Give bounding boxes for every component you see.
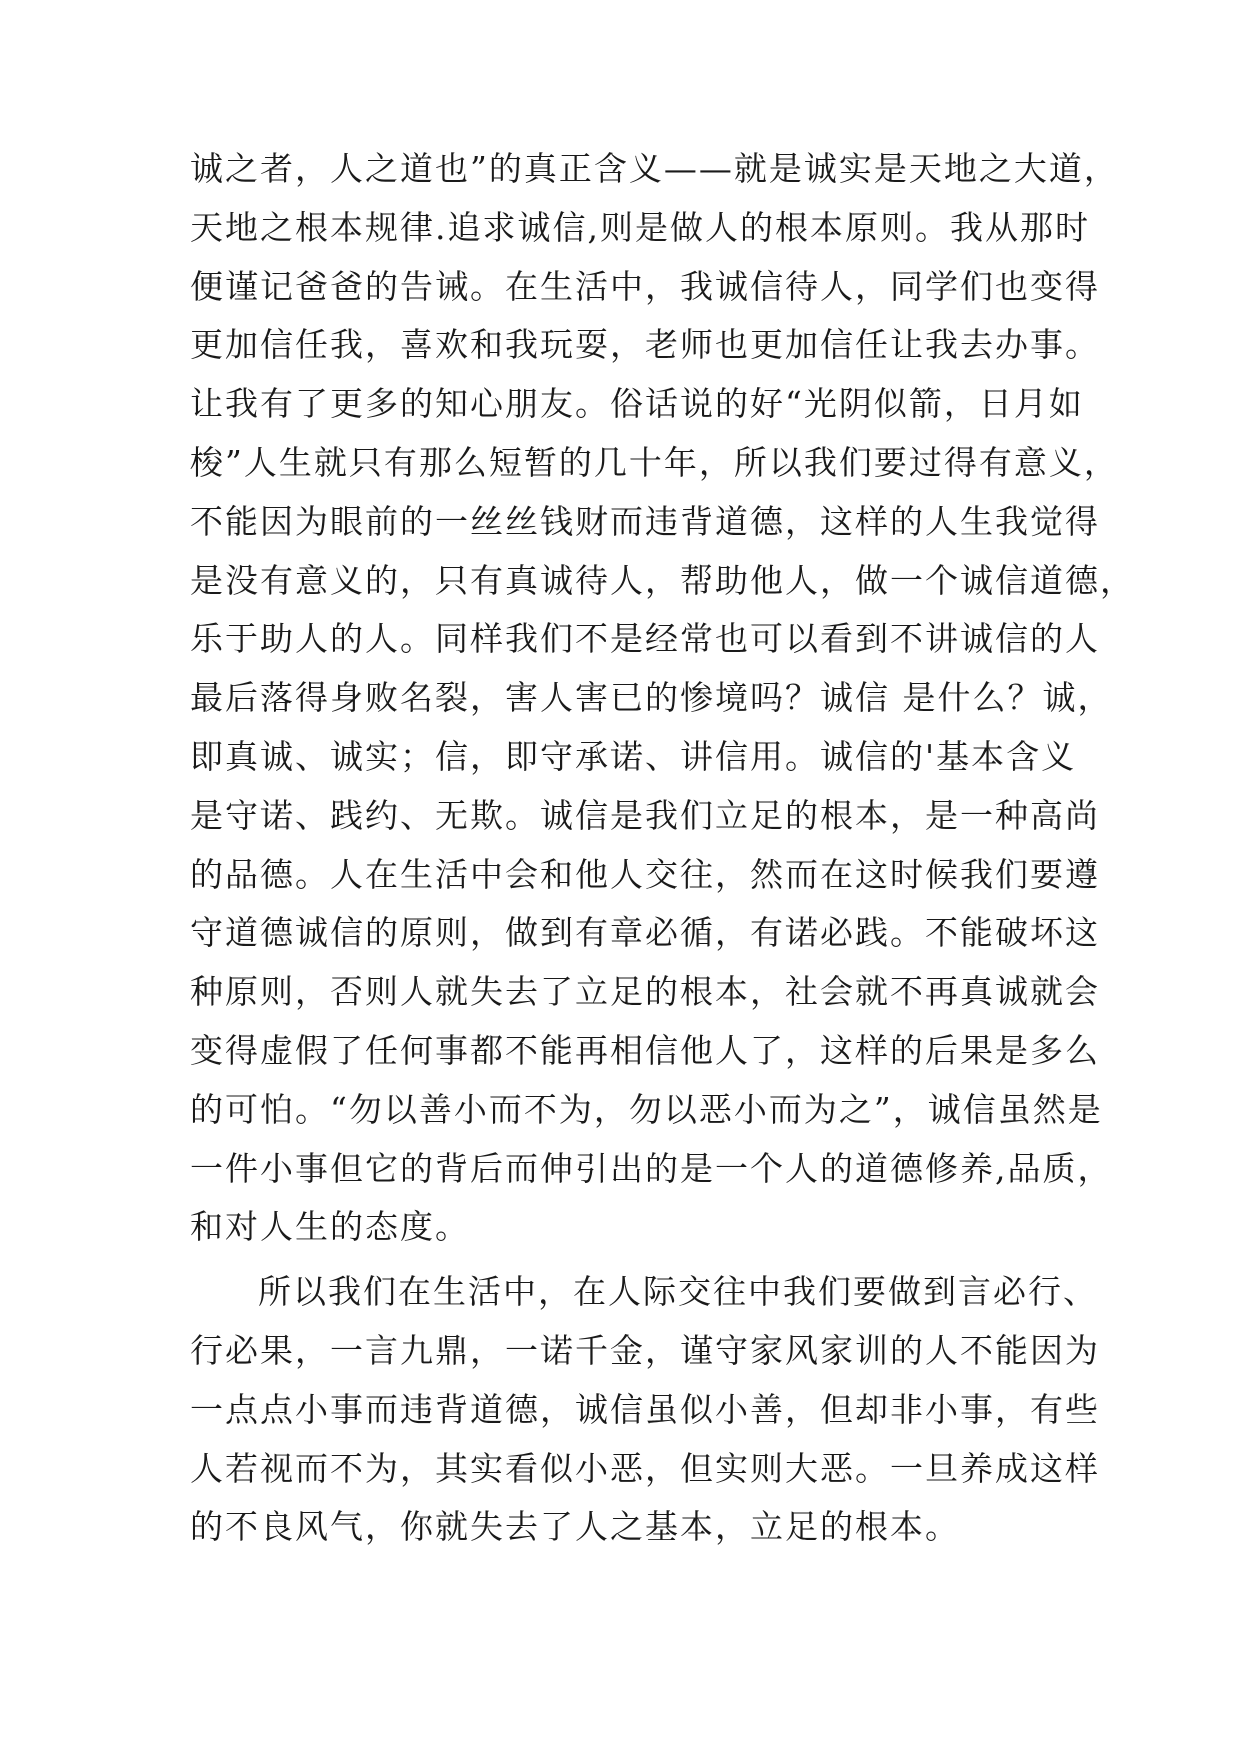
body-text [190,140,1135,1557]
text-line: 是守诺、践约、无欺。诚信是我们立足的根本，是一种高尚 [190,795,1100,835]
text-line: 的不良风气，你就失去了人之基本，立足的根本。 [190,1507,960,1547]
text-line: 所以我们在生活中，在人际交往中我们要做到言必行、 [258,1272,1098,1312]
text-line: 的品德。人在生活中会和他人交往，然而在这时候我们要遵 [190,854,1100,894]
text-line: 一点点小事而违背道德，诚信虽似小善，但却非小事，有些 [190,1389,1100,1429]
text-line: 让我有了更多的知心朋友。俗话说的好“光阴似箭，日月如 [190,384,1084,424]
text-line: 是没有意义的，只有真诚待人，帮助他人，做一个诚信道德， [190,560,1135,600]
paragraph-2 [190,1263,1100,1557]
text-line: 天地之根本规律.追求诚信,则是做人的根本原则。我从那时 [190,207,1090,247]
text-line: 守道德诚信的原则，做到有章必循，有诺必践。不能破坏这 [190,913,1100,953]
text-line: 梭”人生就只有那么短暂的几十年，所以我们要过得有意义， [190,442,1119,482]
text-line: 的可怕。“勿以善小而不为，勿以恶小而为之”，诚信虽然是 [190,1089,1103,1129]
text-line: 人若视而不为，其实看似小恶，但实则大恶。一旦养成这样 [190,1448,1100,1488]
text-line: 诚之者，人之道也”的真正含义——就是诚实是天地之大道， [190,149,1119,188]
text-line: 即真诚、诚实；信，即守承诺、讲信用。诚信的'基本含义 [190,736,1077,776]
text-line: 乐于助人的人。同样我们不是经常也可以看到不讲诚信的人 [190,619,1100,659]
paragraph-1 [190,140,1135,1257]
text-line: 种原则，否则人就失去了立足的根本，社会就不再真诚就会 [190,972,1100,1012]
text-line: 便谨记爸爸的告诫。在生活中，我诚信待人，同学们也变得 [190,266,1100,306]
text-line: 更加信任我，喜欢和我玩耍，老师也更加信任让我去办事。 [190,325,1100,365]
text-line: 最后落得身败名裂，害人害已的惨境吗？诚信 是什么？诚， [190,678,1113,718]
text-line: 不能因为眼前的一丝丝钱财而违背道德，这样的人生我觉得 [190,501,1100,541]
text-line: 一件小事但它的背后而伸引出的是一个人的道德修养,品质， [190,1148,1113,1188]
text-line: 和对人生的态度。 [190,1207,470,1247]
text-line: 行必果，一言九鼎，一诺千金，谨守家风家训的人不能因为 [190,1330,1100,1370]
text-line: 变得虚假了任何事都不能再相信他人了，这样的后果是多么 [190,1030,1100,1070]
